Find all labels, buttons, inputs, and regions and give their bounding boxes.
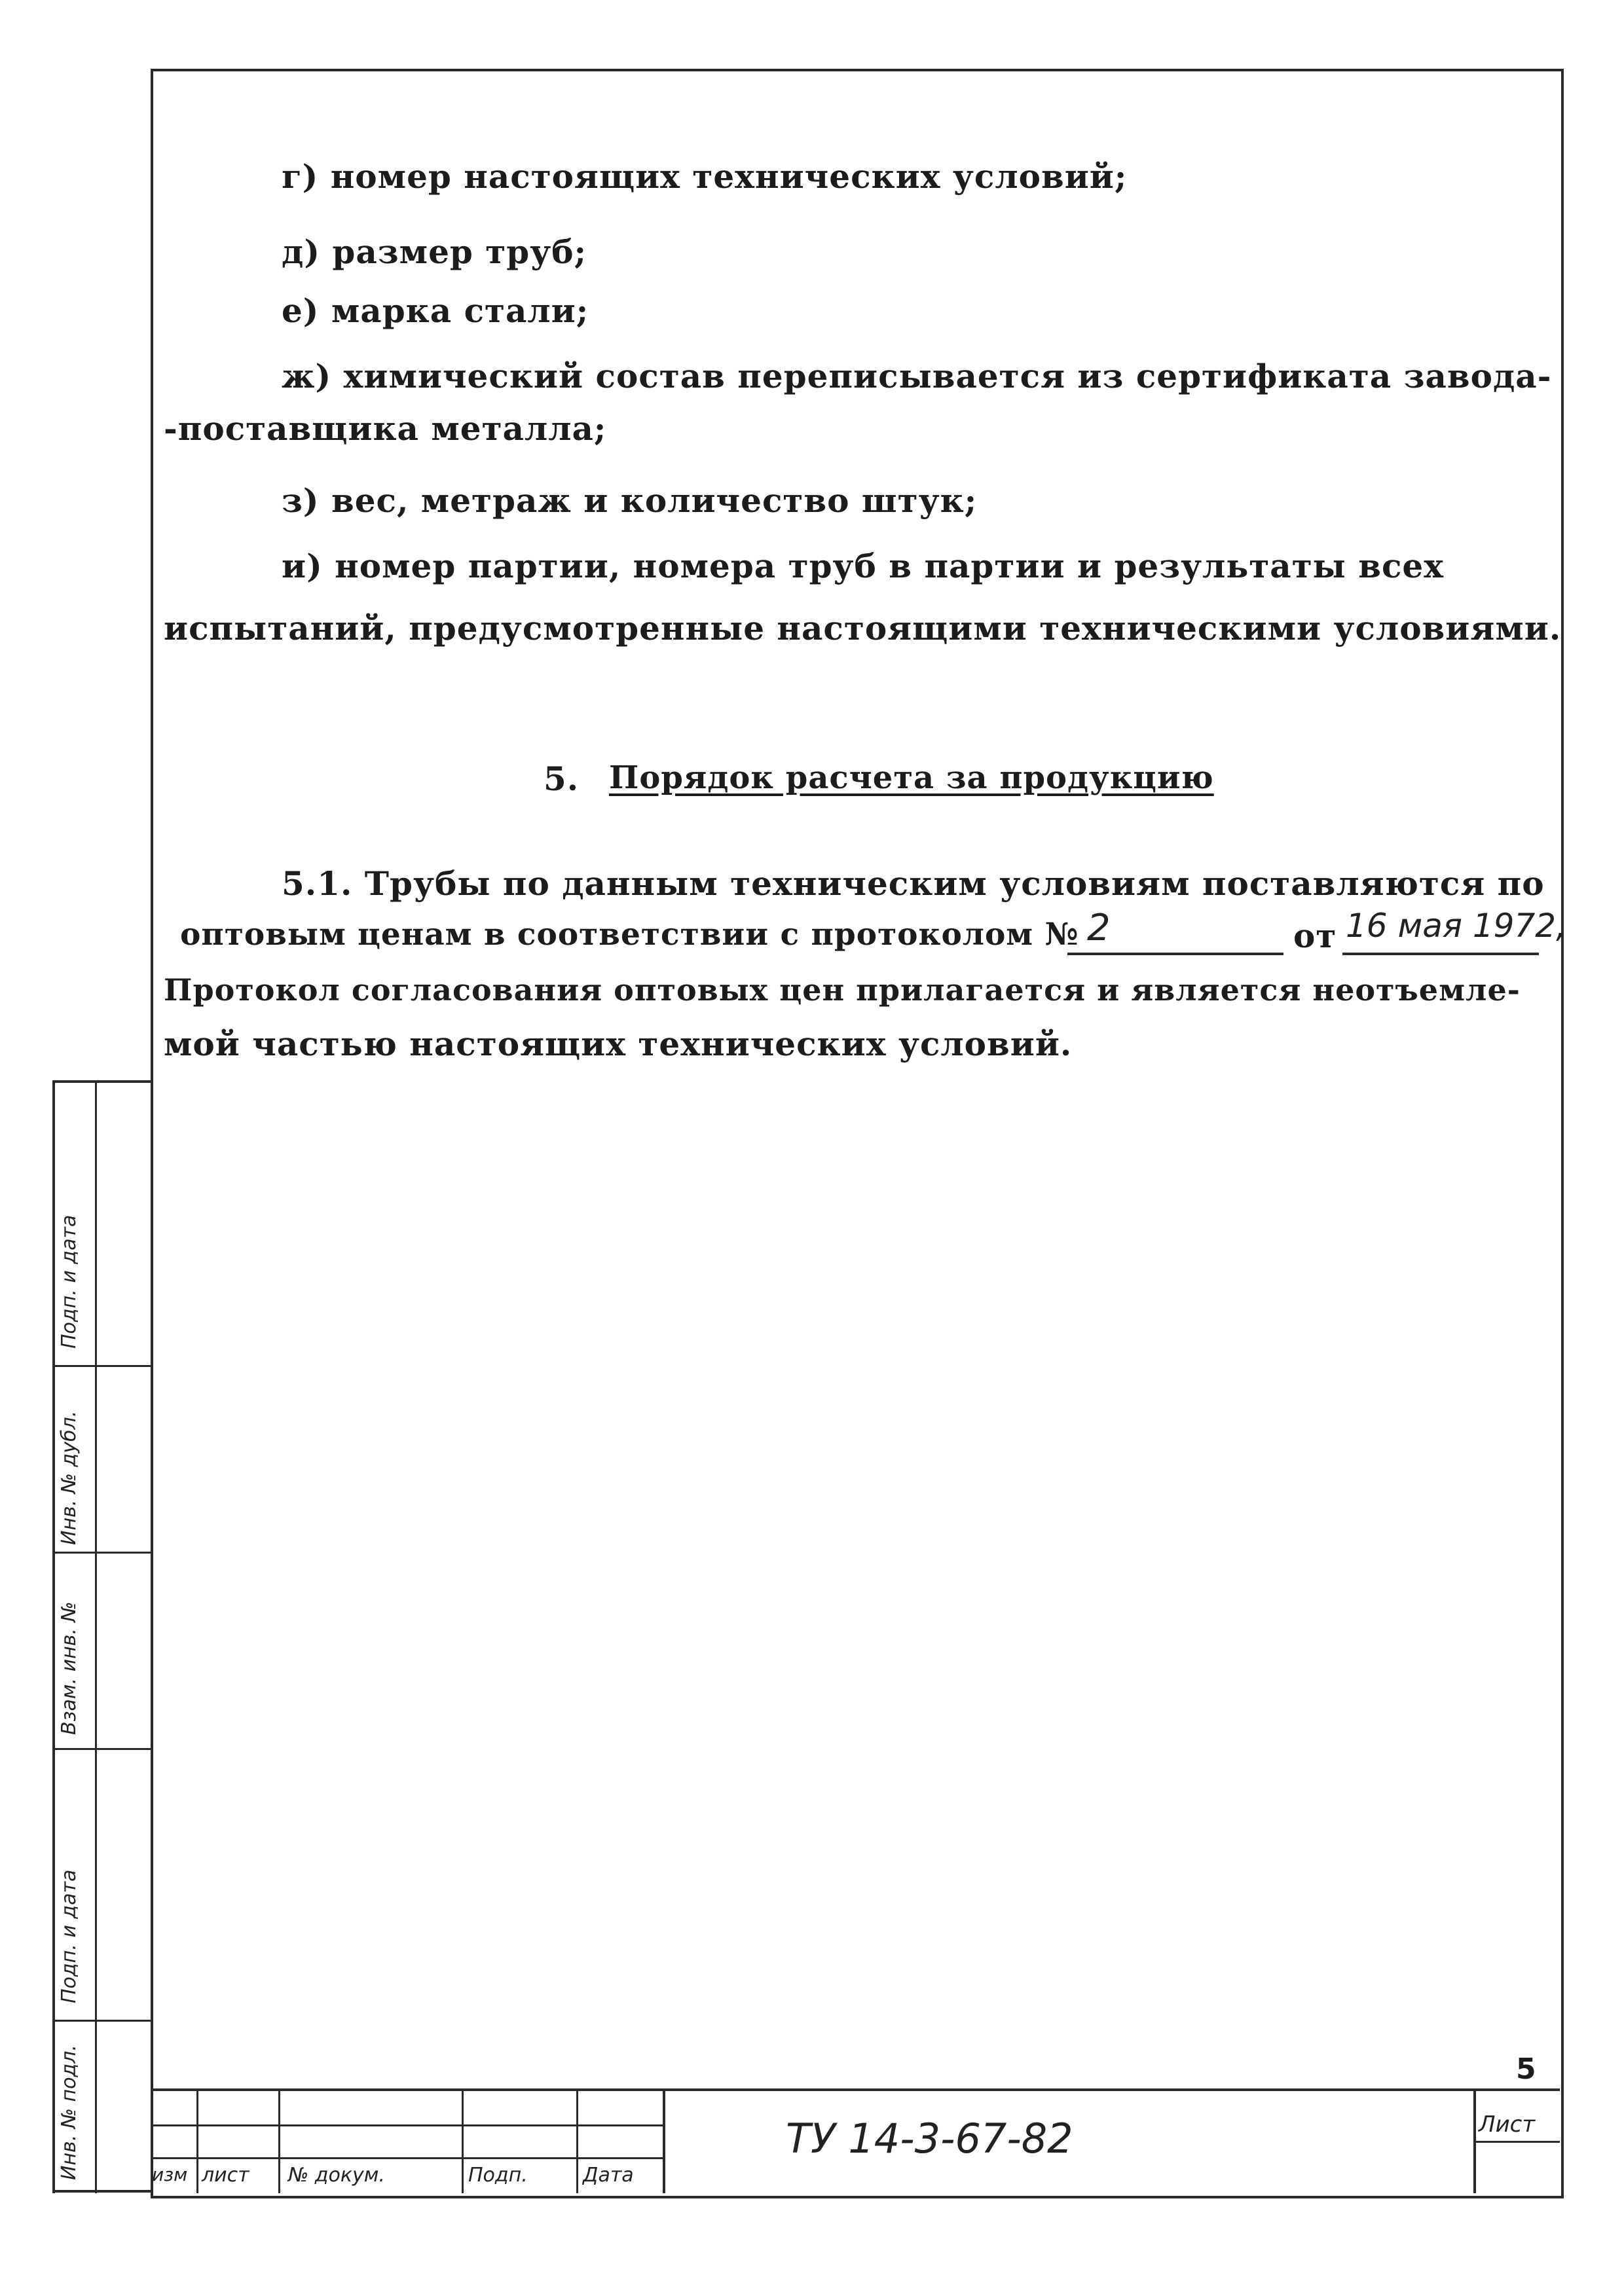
side-stamp-top <box>52 1080 152 1083</box>
section-number: 5. <box>544 759 580 798</box>
list-item: е) марка стали; <box>282 291 589 330</box>
side-stamp-row-line <box>52 1748 152 1750</box>
stamp-col-doc: № докум. <box>288 2164 385 2187</box>
protocol-date: 16 мая 1972, <box>1346 907 1566 945</box>
stamp-col-line <box>196 2088 198 2193</box>
sheet-number: 5 <box>1516 2052 1537 2086</box>
list-item: испытаний, предусмотренные настоящими техническими условиями. <box>164 609 1562 647</box>
list-item: з) вес, метраж и количество штук; <box>282 481 978 520</box>
side-label-podp-data-2: Подп. и дата <box>58 1214 81 1349</box>
list-item: д) размер труб; <box>282 232 587 271</box>
side-label-inv-dubl: Инв. № дубл. <box>58 1410 81 1545</box>
list-item: г) номер настоящих технических условий; <box>282 157 1128 196</box>
stamp-row-line <box>151 2124 665 2126</box>
stamp-col-podp: Подп. <box>468 2164 528 2187</box>
side-stamp-bottom <box>52 2190 152 2193</box>
paragraph-line: мой частью настоящих технических условий. <box>164 1025 1073 1063</box>
protocol-number-underline <box>1067 953 1283 955</box>
stamp-row-line <box>151 2157 665 2159</box>
stamp-col-data: Дата <box>583 2164 634 2187</box>
side-stamp-row-line <box>52 2020 152 2022</box>
stamp-sheet-label: Лист <box>1479 2111 1536 2138</box>
stamp-col-line <box>663 2088 665 2193</box>
stamp-top-line <box>151 2088 1560 2091</box>
list-item: ж) химический состав переписывается из сертификата завода- <box>282 357 1552 395</box>
paragraph-line: оптовым ценам в соответствии с протоколом № <box>180 917 1079 953</box>
stamp-col-izm: изм <box>152 2164 188 2185</box>
side-stamp-outer <box>52 1080 55 2193</box>
stamp-col-line <box>576 2088 578 2193</box>
stamp-sheet-divider <box>1473 2141 1560 2143</box>
paragraph-line: 5.1. Трубы по данным техническим условиям поставляются по <box>282 864 1545 903</box>
side-stamp-row-line <box>52 1365 152 1367</box>
stamp-col-line <box>278 2088 280 2193</box>
section-title: Порядок расчета за продукцию <box>609 759 1214 796</box>
date-prefix: от <box>1293 917 1337 955</box>
side-stamp-divider <box>95 1080 97 2193</box>
side-stamp-row-line <box>52 1552 152 1554</box>
side-label-vzam-inv: Взам. инв. № <box>58 1601 81 1735</box>
stamp-col-list: лист <box>202 2164 249 2187</box>
stamp-col-line <box>462 2088 464 2193</box>
side-label-inv-podl: Инв. № подл. <box>58 2045 81 2180</box>
protocol-date-underline <box>1342 953 1539 955</box>
side-label-podp-data: Подп. и дата <box>58 1869 81 2003</box>
paragraph-line: Протокол согласования оптовых цен прилагается и является неотъемле- <box>164 972 1521 1008</box>
stamp-designation: ТУ 14-3-67-82 <box>786 2115 1073 2162</box>
list-item: -поставщика металла; <box>164 409 607 448</box>
protocol-number: 2 <box>1087 907 1111 949</box>
list-item: и) номер партии, номера труб в партии и результаты всех <box>282 547 1445 585</box>
